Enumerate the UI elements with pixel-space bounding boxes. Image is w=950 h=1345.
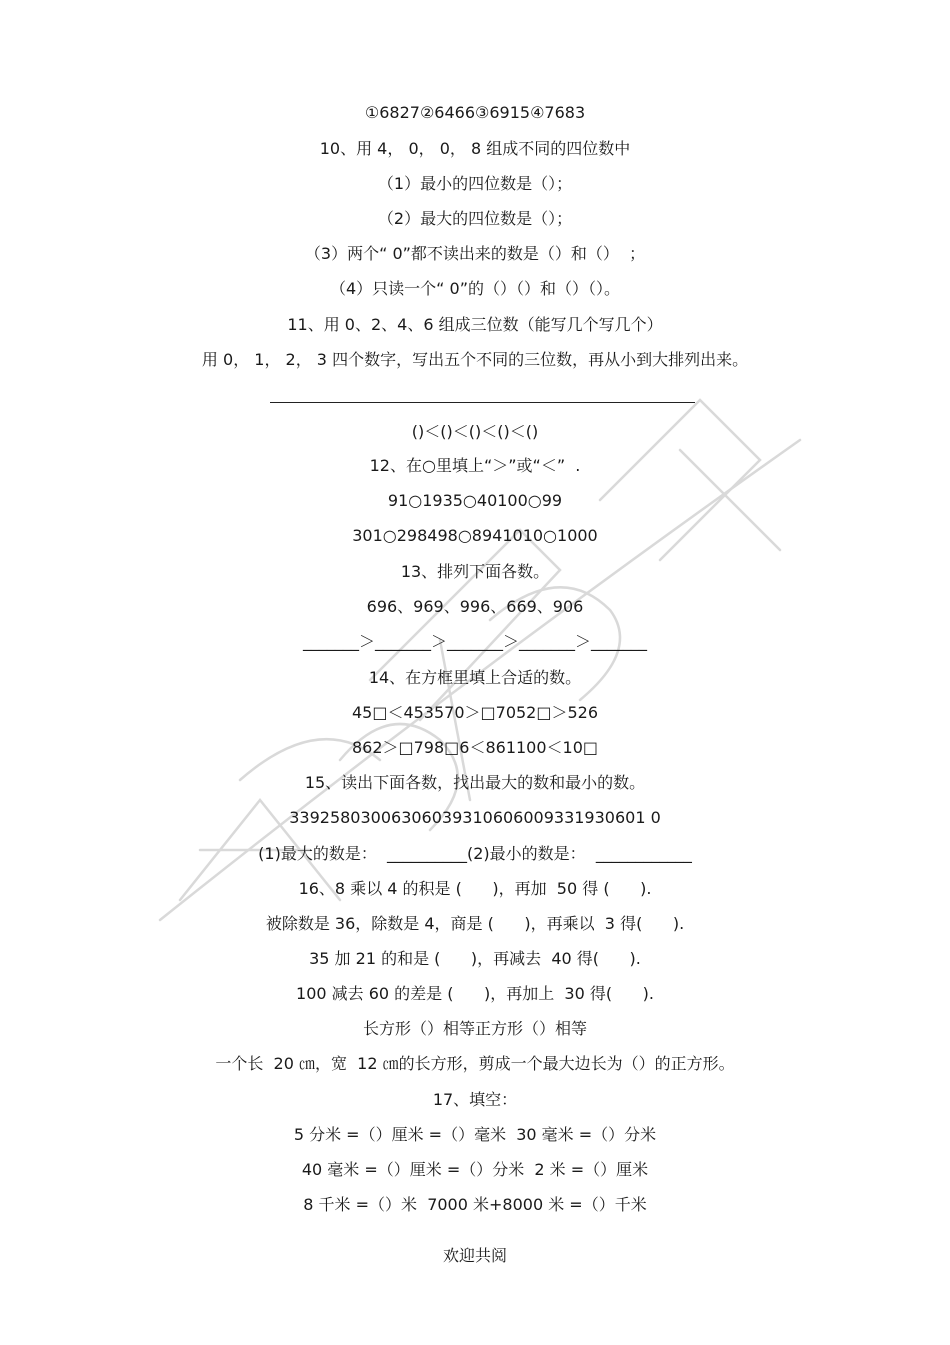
line-6: （4）只读一个“ 0”的（）（）和（）（）。 — [329, 279, 621, 298]
line-19: 15、读出下面各数，找出最大的数和最小的数。 — [304, 773, 646, 792]
line-9: ()＜()＜()＜()＜() — [411, 422, 539, 441]
line-27: 一个长 20 ㎝，宽 12 ㎝的长方形，剪成一个最大边长为（）的正方形。 — [215, 1054, 735, 1073]
line-17: 45□＜453570＞□7052□＞526 — [351, 703, 599, 722]
line-20: 33925803006306039310606009331930601 0 — [289, 808, 661, 827]
page-footer: 欢迎共阅 — [442, 1246, 507, 1265]
line-1: ①6827②6466③6915④7683 — [364, 103, 586, 122]
line-21: (1)最大的数是： __________(2)最小的数是： ____________ — [258, 844, 692, 863]
line-12: 301○298498○8941010○1000 — [352, 526, 598, 545]
line-3: （1）最小的四位数是（）； — [377, 174, 573, 193]
line-28: 17、填空： — [432, 1090, 518, 1109]
answer-line — [270, 402, 695, 403]
line-16: 14、在方框里填上合适的数。 — [368, 668, 582, 687]
line-25: 100 减去 60 的差是 ( )，再加上 30 得( ). — [296, 984, 654, 1003]
line-23: 被除数是 36，除数是 4，商是 ( )，再乘以 3 得( ). — [265, 914, 685, 933]
line-22: 16、8 乘以 4 的积是 ( )，再加 50 得 ( ). — [298, 879, 652, 898]
line-8: 用 0， 1， 2， 3 四个数字，写出五个不同的三位数，再从小到大排列出来。 — [201, 350, 749, 369]
line-4: （2）最大的四位数是（）； — [377, 209, 573, 228]
line-30: 40 毫米 =（）厘米 =（）分米 2 米 =（）厘米 — [301, 1160, 649, 1179]
line-5: （3）两个“ 0”都不读出来的数是（）和（） ； — [304, 244, 646, 263]
line-26: 长方形（）相等正方形（）相等 — [362, 1019, 587, 1038]
line-10: 12、在○里填上“＞”或“＜” . — [369, 456, 581, 475]
line-11: 91○1935○40100○99 — [387, 491, 563, 510]
line-18: 862＞□798□6＜861100＜10□ — [351, 738, 599, 757]
line-14: 696、969、996、669、906 — [366, 597, 584, 616]
line-13: 13、排列下面各数。 — [400, 562, 550, 581]
line-7: 11、用 0、2、4、6 组成三位数（能写几个写几个） — [287, 315, 663, 334]
line-15: _______＞_______＞_______＞_______＞_______ — [302, 632, 647, 651]
line-29: 5 分米 =（）厘米 =（）毫米 30 毫米 =（）分米 — [293, 1125, 657, 1144]
line-24: 35 加 21 的和是 ( )，再减去 40 得( ). — [309, 949, 641, 968]
line-2: 10、用 4， 0， 0， 8 组成不同的四位数中 — [319, 139, 631, 158]
line-31: 8 千米 =（）米 7000 米+8000 米 =（）千米 — [303, 1195, 647, 1214]
